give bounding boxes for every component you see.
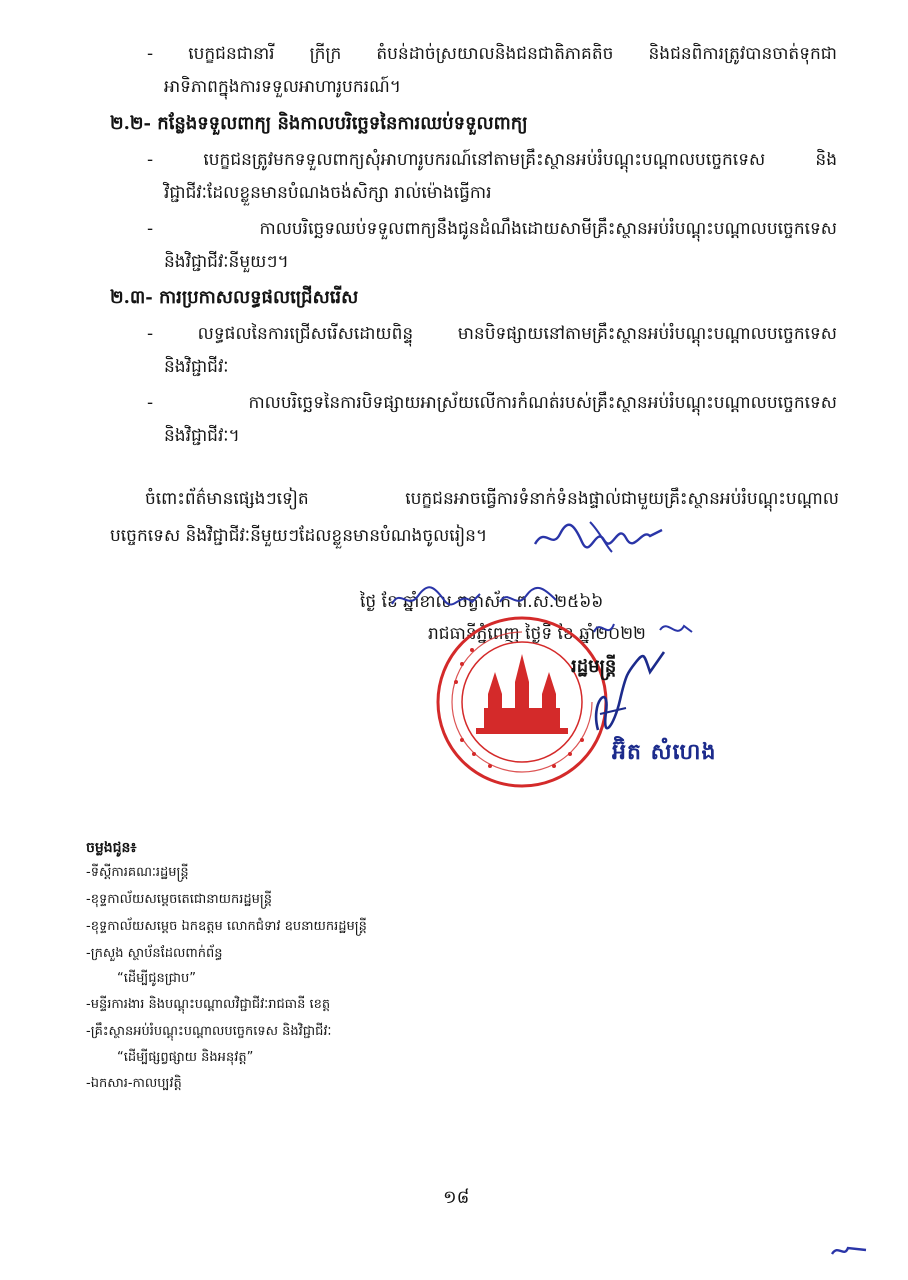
minister-signature <box>580 642 680 742</box>
section-heading-2-3 <box>110 285 358 311</box>
bullet-text-line: - កាលបរិច្ឆេទឈប់ទទួលពាក្យនឹងជូនដំណឹងដោយសាមីគ្រឹះស្ថានអប់រំបណ្តុះបណ្តាលបច្ចេកទេស <box>147 219 837 239</box>
distribution-item: -ឯកសារ-កាលប្បវត្តិ <box>86 1076 182 1091</box>
bullet-text-line: - កាលបរិច្ឆេទនៃការបិទផ្សាយអាស្រ័យលើការកំណត់របស់គ្រឹះស្ថានអប់រំបណ្តុះបណ្តាលបច្ចេកទេស <box>147 393 837 413</box>
closing-paragraph-line: បច្ចេកទេស និងវិជ្ជាជីវៈនីមួយៗដែលខ្លួនមានបំណងចូលរៀន។ <box>110 526 488 546</box>
bullet-text-line: អាទិភាពក្នុងការទទួលអាហារូបករណ៍។ <box>164 77 401 97</box>
corner-handwritten-mark <box>828 1238 872 1262</box>
section-title: កន្លែងទទួលពាក្យ និងកាលបរិច្ឆេទនៃការឈប់ទទួលពាក្យ <box>157 113 528 134</box>
distribution-item: -ទីស្ដីការគណៈរដ្ឋមន្ត្រី <box>86 865 189 880</box>
bullet-text-line: - លទ្ធផលនៃការជ្រើសរើសដោយពិន្ទុ មានបិទផ្សាយនៅតាមគ្រឹះស្ថានអប់រំបណ្តុះបណ្តាលបច្ចេកទេស <box>147 324 837 344</box>
distribution-item: -គ្រឹះស្ថានអប់រំបណ្តុះបណ្តាលបច្ចេកទេស និងវិជ្ជាជីវៈ <box>86 1024 332 1039</box>
distribution-note: “ដើម្បីផ្សព្វផ្សាយ និងអនុវត្ត” <box>117 1050 254 1065</box>
bullet-text-line: និងវិជ្ជាជីវៈ។ <box>164 426 240 446</box>
page-number: ១៨ <box>443 1187 470 1208</box>
solar-date-line: រាជធានីភ្នំពេញ ថ្ងៃទី ខែ ឆ្នាំ២០២២ <box>428 624 646 644</box>
bullet-text-line: វិជ្ជាជីវៈដែលខ្លួនមានបំណងចង់សិក្សា រាល់ម៉ោងធ្វើការ <box>164 183 492 203</box>
bullet-text-line: និងវិជ្ជាជីវៈនីមួយៗ។ <box>164 252 289 272</box>
bullet-text-line: - បេក្ខជនជានារី ក្រីក្រ តំបន់ដាច់ស្រយាលនិងជនជាតិភាគតិច និងជនពិការត្រូវបានចាត់ទុកជា <box>147 44 837 64</box>
bullet-text-line: និងវិជ្ជាជីវៈ <box>164 357 229 377</box>
section-number: ២.២- <box>110 113 151 134</box>
closing-paragraph-line: ចំពោះព័ត៌មានផ្សេងៗទៀត បេក្ខជនអាចធ្វើការទំនាក់ទំនងផ្ទាល់ជាមួយគ្រឹះស្ថានអប់រំបណ្តុះបណ្តាល <box>145 489 839 509</box>
distribution-item: -មន្ទីរការងារ និងបណ្តុះបណ្តាលវិជ្ជាជីវៈរាជធានី ខេត្ត <box>86 997 331 1012</box>
distribution-item: -ក្រសួង ស្ថាប័នដែលពាក់ព័ន្ធ <box>86 946 223 961</box>
handwritten-lunar-date <box>388 580 563 614</box>
distribution-heading: ចម្លងជូន៖ <box>86 840 137 856</box>
signatory-title: រដ្ឋមន្ត្រី <box>571 656 617 677</box>
distribution-item: -ខុទ្ទកាល័យសម្ដេចតេជោនាយករដ្ឋមន្ត្រី <box>86 892 272 907</box>
section-title: ការប្រកាសលទ្ធផលជ្រើសរើស <box>159 287 359 308</box>
section-number: ២.៣- <box>110 287 153 308</box>
distribution-note: “ដើម្បីជូនជ្រាប” <box>117 971 196 986</box>
signatory-name: អ៊ិត សំហេង <box>612 740 717 765</box>
lunar-date-line: ថ្ងៃ ខែ ឆ្នាំខាល ចត្វាស័ក ព.ស.២៥៦៦ <box>360 592 604 612</box>
section-heading-2-2 <box>110 111 528 137</box>
distribution-item: -ខុទ្ទកាល័យសម្ដេច ឯកឧត្តម លោកជំទាវ ឧបនាយករដ្ឋមន្ត្រី <box>86 919 367 934</box>
bullet-text-line: - បេក្ខជនត្រូវមកទទួលពាក្យសុំអាហារូបករណ៍នៅតាមគ្រឹះស្ថានអប់រំបណ្តុះបណ្តាលបច្ចេកទេស និង <box>147 150 837 170</box>
initials-scribble <box>530 516 670 556</box>
